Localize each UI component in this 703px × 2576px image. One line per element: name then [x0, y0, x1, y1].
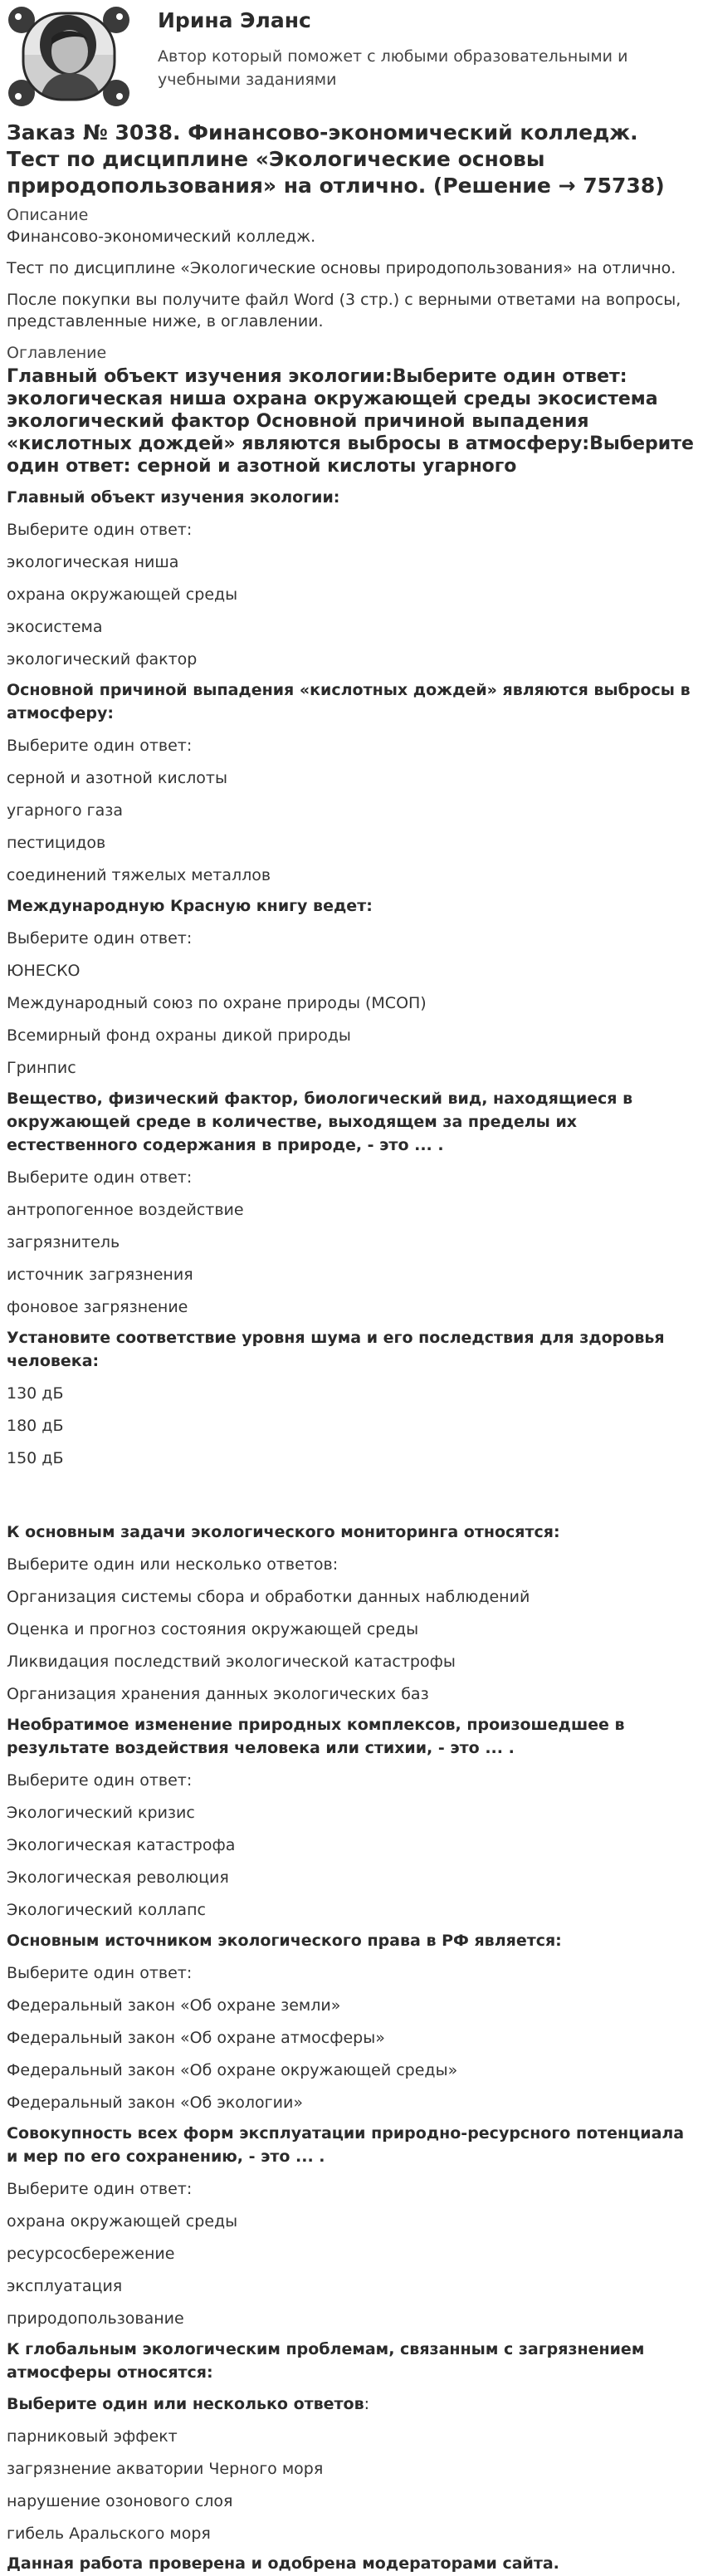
toc-title: Главный объект изучения экологии:Выберите один ответ: экологическая ниша охрана окружающей среды экосистема экологический фактор Основной причиной выпадения «кислотных дождей» являются выбросы в атмосферу:Выберите один ответ: серной и азотной кислоты угарного	[7, 366, 694, 477]
question-text: К глобальным экологическим проблемам, связанным с загрязнением атмосферы относятся:	[7, 2340, 645, 2382]
answer-option: Организация хранения данных экологических баз	[7, 1685, 429, 1703]
answer-option: природопользование	[7, 2309, 184, 2328]
question-text: Вещество, физический фактор, биологический вид, находящиеся в окружающей среде в количестве, выходящем за пределы их естественного содержания в природе, - это ... .	[7, 1090, 633, 1154]
answer-option: фоновое загрязнение	[7, 1298, 188, 1316]
answer-option: Экологическая катастрофа	[7, 1836, 236, 1854]
answer-option: Экологический кризис	[7, 1804, 195, 1822]
answer-option: источник загрязнения	[7, 1266, 193, 1284]
answer-option: экосистема	[7, 618, 103, 636]
question-prompt: Выберите один ответ:	[7, 1771, 193, 1790]
question-text: Необратимое изменение природных комплексов, произошедшее в результате воздействия человека или стихии, - это ... .	[7, 1716, 625, 1757]
answer-option: Ликвидация последствий экологической катастрофы	[7, 1653, 456, 1671]
answer-option: парниковый эффект	[7, 2427, 178, 2446]
answer-option: Международный союз по охране природы (МСОП)	[7, 994, 427, 1012]
question-prompt: Выберите один ответ:	[7, 737, 193, 755]
answer-option: экологическая ниша	[7, 553, 179, 571]
spacer	[7, 1469, 696, 1512]
answer-option: 180 дБ	[7, 1417, 64, 1435]
question-prompt: Выберите один ответ:	[7, 929, 193, 948]
answer-option: охрана окружающей среды	[7, 2212, 238, 2231]
question-prompt: Выберите один ответ:	[7, 2180, 193, 2198]
answer-option: охрана окружающей среды	[7, 585, 238, 604]
answer-option: соединений тяжелых металлов	[7, 866, 271, 884]
answer-option: экологический фактор	[7, 650, 198, 668]
question-text: Основным источником экологического права в РФ является:	[7, 1932, 562, 1950]
answer-option: нарушение озонового слоя	[7, 2492, 233, 2510]
answer-option: Экологический коллапс	[7, 1901, 206, 1919]
answer-option: Экологическая революция	[7, 1868, 229, 1887]
author-description: Автор который поможет с любыми образовательными и учебными заданиями	[158, 47, 628, 89]
question-text: Главный объект изучения экологии:	[7, 488, 340, 507]
answer-option: пестицидов	[7, 834, 106, 852]
answer-option: Федеральный закон «Об охране окружающей среды»	[7, 2061, 458, 2079]
answer-option: антропогенное воздействие	[7, 1201, 244, 1219]
answer-option: эксплуатация	[7, 2277, 123, 2295]
question-text: Основной причиной выпадения «кислотных дождей» являются выбросы в атмосферу:	[7, 681, 691, 722]
answer-option: загрязнитель	[7, 1233, 120, 1251]
answer-option: Федеральный закон «Об экологии»	[7, 2094, 303, 2112]
answer-option: Всемирный фонд охраны дикой природы	[7, 1026, 351, 1045]
question-text: К основным задачи экологического мониторинга относятся:	[7, 1523, 560, 1541]
author-block	[7, 0, 696, 112]
description-line: После покупки вы получите файл Word (3 стр.) с верными ответами на вопросы, представленные ниже, в оглавлении.	[7, 291, 681, 331]
answer-option: Гринпис	[7, 1059, 76, 1077]
answer-option: серной и азотной кислоты	[7, 769, 227, 787]
answer-option: 130 дБ	[7, 1384, 64, 1403]
question-prompt-bold: Выберите один или несколько ответов	[7, 2395, 364, 2413]
moderation-note: Данная работа проверена и одобрена модераторами сайта.	[7, 2554, 559, 2573]
question-prompt: Выберите один ответ:	[7, 1168, 193, 1187]
toc-label: Оглавление	[7, 344, 107, 362]
question-text: Установите соответствие уровня шума и его последствия для здоровья человека:	[7, 1329, 665, 1370]
answer-option: 150 дБ	[7, 1449, 64, 1467]
author-name[interactable]: Ирина Эланс	[158, 8, 311, 32]
question-text: Международную Красную книгу ведет:	[7, 897, 373, 915]
order-title: Заказ № 3038. Финансово-экономический колледж. Тест по дисциплине «Экологические основы природопользования» на отлично. (Решение → 75738)	[7, 120, 665, 198]
question-prompt	[7, 2392, 696, 2416]
answer-option: угарного газа	[7, 801, 123, 820]
question-prompt: Выберите один ответ:	[7, 1964, 193, 1982]
description-label: Описание	[7, 206, 89, 224]
question-prompt: Выберите один ответ:	[7, 521, 193, 539]
author-avatar[interactable]	[5, 5, 133, 108]
question-prompt-tail: :	[364, 2395, 370, 2413]
question-text: Совокупность всех форм эксплуатации природно-ресурсного потенциала и мер по его сохранению, - это ... .	[7, 2124, 685, 2166]
answer-option: ЮНЕСКО	[7, 962, 81, 980]
answer-option: загрязнение акватории Черного моря	[7, 2460, 324, 2478]
question-prompt: Выберите один или несколько ответов:	[7, 1555, 339, 1574]
description-line: Тест по дисциплине «Экологические основы природопользования» на отлично.	[7, 259, 676, 277]
answer-option: Организация системы сбора и обработки данных наблюдений	[7, 1588, 530, 1606]
answer-option: ресурсосбережение	[7, 2245, 175, 2263]
answer-option: гибель Аральского моря	[7, 2525, 211, 2543]
description-line: Финансово-экономический колледж.	[7, 228, 316, 246]
answer-option: Оценка и прогноз состояния окружающей среды	[7, 1620, 419, 1638]
author-info	[158, 5, 656, 91]
answer-option: Федеральный закон «Об охране земли»	[7, 1996, 341, 2015]
answer-option: Федеральный закон «Об охране атмосферы»	[7, 2029, 385, 2047]
